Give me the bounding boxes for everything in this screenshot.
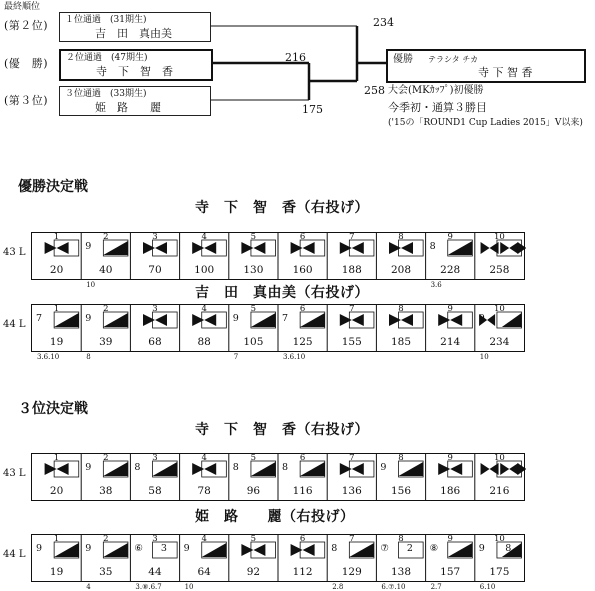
frame-score: 188 xyxy=(341,264,362,276)
split-note: 10 xyxy=(86,281,96,289)
strike-mark xyxy=(438,314,462,326)
first-ball: 8 xyxy=(331,543,338,554)
frame-number: 5 xyxy=(250,232,257,242)
frame-score: 214 xyxy=(440,336,461,348)
seed3-label: ３位通過 (33期生) xyxy=(65,89,147,99)
split-note: 8 xyxy=(86,353,91,361)
split-note: 7 xyxy=(233,353,239,361)
frame-score: 19 xyxy=(49,566,64,578)
spare-mark xyxy=(103,462,128,476)
frame-score: 136 xyxy=(341,485,362,497)
split-note: 2.7 xyxy=(430,583,442,591)
frame-score: 38 xyxy=(99,485,113,497)
player-name: 寺 下 智 香（右投げ） xyxy=(195,200,369,216)
first-ball: 9 xyxy=(183,543,190,554)
frame-score: 157 xyxy=(440,566,461,578)
strike-mark xyxy=(291,544,315,556)
strike-mark xyxy=(143,242,167,254)
frame-number: 10 xyxy=(493,453,505,463)
split-note: 4 xyxy=(86,583,91,591)
first-ball: 8 xyxy=(134,462,141,473)
split-note: 6.⑦.10 xyxy=(381,583,406,591)
spare-mark xyxy=(54,313,79,327)
strike-mark xyxy=(143,314,167,326)
frame-score: 208 xyxy=(390,264,411,276)
strike-mark xyxy=(481,242,499,254)
split-note: 6.10 xyxy=(479,583,496,591)
frame-number: 4 xyxy=(201,453,207,463)
frame-score: 70 xyxy=(148,264,162,276)
frame-number: 1 xyxy=(53,453,60,463)
frame-number: 7 xyxy=(349,534,355,544)
rank-3-label: (第３位) xyxy=(4,94,49,107)
lane-label: 43 L xyxy=(3,247,26,258)
spare-mark xyxy=(103,241,128,255)
first-ball: 7 xyxy=(282,313,289,324)
frame-number: 5 xyxy=(250,534,257,544)
first-ball: ⑥ xyxy=(134,543,143,554)
frame-number: 3 xyxy=(152,304,158,314)
strike-mark xyxy=(340,242,364,254)
seed1-label: １位通過 (31期生) xyxy=(65,15,147,25)
frame-number: 10 xyxy=(493,304,505,314)
spare-mark xyxy=(300,462,325,476)
frame-number: 4 xyxy=(201,232,207,242)
player-name: 姫 路 麗（右投げ） xyxy=(195,509,355,525)
spare-mark xyxy=(448,543,473,557)
frame-score: 39 xyxy=(99,336,113,348)
seed1-name: 吉 田 真由美 xyxy=(95,27,172,40)
frame-score: 64 xyxy=(197,566,211,578)
split-note: 3.6 xyxy=(430,281,442,289)
first-ball: 9 xyxy=(85,543,92,554)
frame-score: 105 xyxy=(243,336,264,348)
frame-score: 40 xyxy=(99,264,113,276)
frame-score: 116 xyxy=(292,485,313,497)
first-ball: ⑦ xyxy=(380,543,389,554)
seed2-name: 寺 下 智 香 xyxy=(96,65,173,78)
winner-note-2: 今季初・通算３勝目 xyxy=(388,101,487,114)
frame-score: 92 xyxy=(246,566,261,578)
frame-score: 185 xyxy=(390,336,411,348)
first-ball: 9 xyxy=(36,543,43,554)
winner-note-3: ('15の「ROUND1 Cup Ladies 2015」V以来) xyxy=(388,118,583,128)
strike-mark xyxy=(340,463,364,475)
frame-score: 100 xyxy=(194,264,215,276)
player-name: 寺 下 智 香（右投げ） xyxy=(195,422,369,438)
first-ball: 9 xyxy=(85,462,92,473)
spare-mark xyxy=(300,313,325,327)
frame-score: 44 xyxy=(148,566,162,578)
split-note: 2.8 xyxy=(332,583,344,591)
winner-label: 優勝 xyxy=(393,54,413,65)
strike-mark xyxy=(45,242,69,254)
split-note: 10 xyxy=(479,353,489,361)
spare-mark xyxy=(502,313,522,327)
score-258: 258 xyxy=(364,84,385,97)
frame-number: 6 xyxy=(299,534,306,544)
frame-number: 9 xyxy=(447,304,453,314)
strike-mark xyxy=(192,242,216,254)
frame-number: 7 xyxy=(349,453,355,463)
frame-score: 130 xyxy=(243,264,264,276)
frame-number: 8 xyxy=(398,453,404,463)
seed3-name: 姫 路 麗 xyxy=(95,101,161,114)
frame-score: 58 xyxy=(148,485,162,497)
scorecard-frame xyxy=(31,453,525,501)
frame-score: 258 xyxy=(489,264,510,276)
frame-number: 3 xyxy=(152,232,158,242)
first-ball: 8 xyxy=(232,462,239,473)
winner-name: 寺 下 智 香 xyxy=(478,66,533,79)
frame-number: 10 xyxy=(493,232,505,242)
seed2-label: ２位通過 (47期生) xyxy=(66,53,148,63)
split-note: 3.6.10 xyxy=(283,353,306,361)
frame-number: 5 xyxy=(250,453,257,463)
spare-mark xyxy=(153,462,178,476)
strike-mark xyxy=(500,242,518,254)
strike-mark xyxy=(481,463,499,475)
frame-score: 129 xyxy=(341,566,362,578)
frame-score: 216 xyxy=(489,485,510,497)
frame-number: 3 xyxy=(152,453,158,463)
lane-label: 43 L xyxy=(3,468,26,479)
split-note: 3.⑧.6.7 xyxy=(135,583,162,591)
frame-score: 234 xyxy=(489,336,510,348)
scorecard-frame xyxy=(31,304,525,352)
spare-mark xyxy=(202,543,227,557)
first-ball: 9 xyxy=(478,543,485,554)
frame-score: 156 xyxy=(390,485,411,497)
frame-score: 20 xyxy=(49,264,64,276)
strike-mark xyxy=(389,242,413,254)
strike-mark xyxy=(389,314,413,326)
frame-score: 138 xyxy=(390,566,411,578)
frame-score: 228 xyxy=(440,264,461,276)
strike-mark xyxy=(241,242,265,254)
strike-mark xyxy=(291,242,315,254)
strike-mark xyxy=(192,463,216,475)
score-175: 175 xyxy=(302,103,323,116)
first-ball: 7 xyxy=(36,313,43,324)
frame-number: 6 xyxy=(299,453,306,463)
first-ball: 8 xyxy=(429,241,436,252)
frame-score: 112 xyxy=(292,566,313,578)
frame-number: 2 xyxy=(103,453,109,463)
spare-mark xyxy=(54,543,79,557)
second-ball: 8 xyxy=(505,543,512,554)
rank-1-label: (優 勝) xyxy=(4,57,49,70)
first-ball: 8 xyxy=(282,462,289,473)
final-rank-label: 最終順位 xyxy=(4,2,41,12)
frame-number: 1 xyxy=(53,232,60,242)
frame-number: 8 xyxy=(398,534,404,544)
frame-number: 4 xyxy=(201,534,207,544)
frame-score: 78 xyxy=(197,485,211,497)
frame-score: 125 xyxy=(292,336,313,348)
frame-score: 186 xyxy=(440,485,461,497)
third-section-title: ３位決定戦 xyxy=(18,401,88,417)
frame-number: 3 xyxy=(152,534,158,544)
spare-mark xyxy=(251,462,276,476)
final-section-title: 優勝決定戦 xyxy=(18,179,88,195)
frame-number: 6 xyxy=(299,232,306,242)
spare-mark xyxy=(399,462,424,476)
spare-mark xyxy=(103,543,128,557)
spare-mark xyxy=(448,241,473,255)
score-216: 216 xyxy=(285,51,306,64)
player-name: 吉 田 真由美（右投げ） xyxy=(195,285,369,301)
first-ball: 9 xyxy=(380,462,387,473)
spare-mark xyxy=(349,543,374,557)
second-ball: 2 xyxy=(406,543,413,554)
split-note: 3.6.10 xyxy=(37,353,60,361)
strike-mark xyxy=(241,544,265,556)
frame-score: 88 xyxy=(197,336,211,348)
strike-mark xyxy=(438,463,462,475)
strike-mark xyxy=(340,314,364,326)
spare-mark xyxy=(103,313,128,327)
frame-number: 8 xyxy=(398,304,404,314)
rank-2-label: (第２位) xyxy=(4,19,49,32)
frame-number: 9 xyxy=(447,232,453,242)
frame-number: 2 xyxy=(103,304,109,314)
winner-note-1: 大会(MKｶｯﾌﾟ)初優勝 xyxy=(388,85,484,96)
frame-number: 6 xyxy=(299,304,306,314)
frame-number: 8 xyxy=(398,232,404,242)
frame-number: 1 xyxy=(53,534,60,544)
strike-mark xyxy=(192,314,216,326)
lane-label: 44 L xyxy=(3,319,26,330)
first-ball: 9 xyxy=(478,313,485,324)
first-ball: 9 xyxy=(85,241,92,252)
frame-number: 4 xyxy=(201,304,207,314)
frame-number: 9 xyxy=(447,534,453,544)
frame-number: 2 xyxy=(103,232,109,242)
scorecard-frame xyxy=(31,232,525,280)
first-ball: ⑧ xyxy=(429,543,439,554)
frame-score: 155 xyxy=(341,336,362,348)
winner-kana: テラシタ チカ xyxy=(428,55,479,64)
frame-number: 9 xyxy=(447,453,453,463)
frame-score: 175 xyxy=(489,566,510,578)
frame-score: 20 xyxy=(49,485,64,497)
winner-box xyxy=(386,49,586,83)
first-ball: 9 xyxy=(232,313,239,324)
frame-number: 2 xyxy=(103,534,109,544)
frame-number: 10 xyxy=(493,534,505,544)
frame-number: 5 xyxy=(250,304,257,314)
split-note: 10 xyxy=(184,583,194,591)
strike-mark xyxy=(500,463,518,475)
second-ball: 3 xyxy=(160,543,167,554)
frame-score: 35 xyxy=(99,566,113,578)
frame-number: 7 xyxy=(349,304,355,314)
frame-score: 96 xyxy=(246,485,261,497)
score-234: 234 xyxy=(373,16,394,29)
strike-mark xyxy=(45,463,69,475)
frame-score: 160 xyxy=(292,264,313,276)
frame-number: 1 xyxy=(53,304,60,314)
frame-score: 19 xyxy=(49,336,64,348)
scorecard-frame xyxy=(31,534,525,582)
lane-label: 44 L xyxy=(3,549,26,560)
frame-score: 68 xyxy=(148,336,162,348)
frame-number: 7 xyxy=(349,232,355,242)
spare-mark xyxy=(251,313,276,327)
first-ball: 9 xyxy=(85,313,92,324)
